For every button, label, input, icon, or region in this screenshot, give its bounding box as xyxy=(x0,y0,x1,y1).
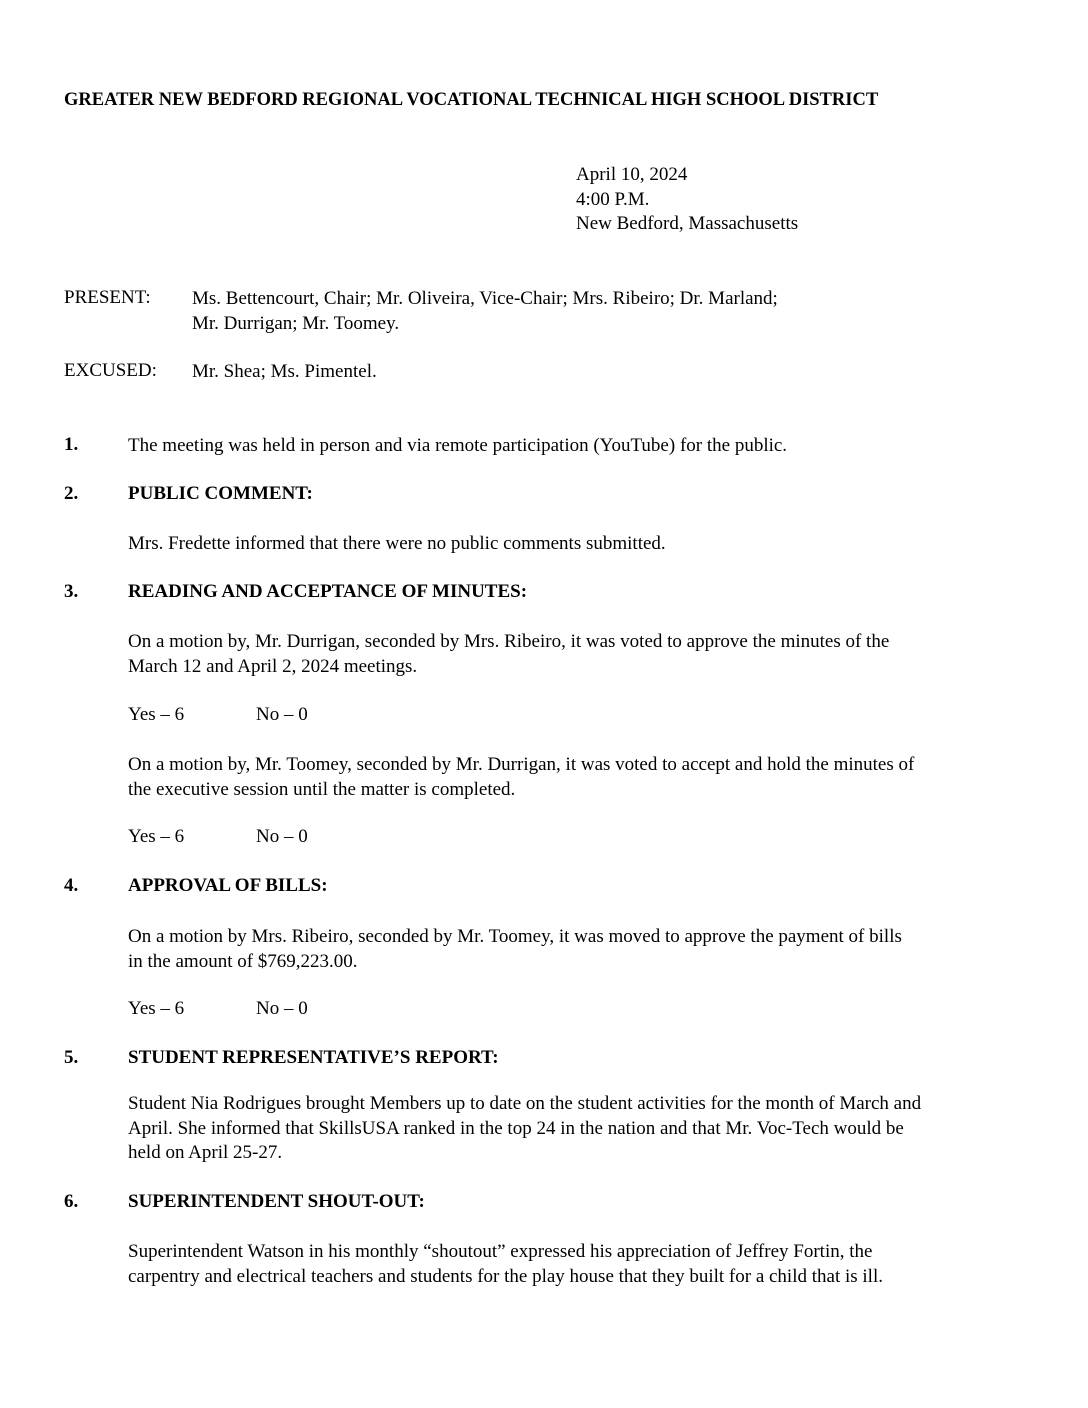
excused-list: Mr. Shea; Ms. Pimentel. xyxy=(192,361,377,382)
section-paragraph: Mrs. Fredette informed that there were no public comments submitted. xyxy=(128,533,666,554)
item-number: 4. xyxy=(64,875,79,896)
item-number: 6. xyxy=(64,1191,79,1212)
paragraph-line: March 12 and April 2, 2024 meetings. xyxy=(128,655,418,677)
vote-yes: Yes – 6 xyxy=(128,998,185,1019)
meeting-location: New Bedford, Massachusetts xyxy=(576,213,799,234)
section-heading: STUDENT REPRESENTATIVE’S REPORT: xyxy=(128,1047,499,1068)
meeting-info xyxy=(576,163,798,237)
meeting-time: 4:00 P.M. xyxy=(576,188,650,210)
excused-label: EXCUSED: xyxy=(64,360,157,381)
paragraph-line: in the amount of $769,223.00. xyxy=(128,950,358,972)
vote-no: No – 0 xyxy=(256,998,308,1019)
item-number: 2. xyxy=(64,483,79,504)
section-heading: PUBLIC COMMENT: xyxy=(128,483,313,504)
present-list xyxy=(192,287,778,336)
section-heading: READING AND ACCEPTANCE OF MINUTES: xyxy=(128,581,528,602)
present-line: Mr. Durrigan; Mr. Toomey. xyxy=(192,312,400,334)
paragraph-line: Student Nia Rodrigues brought Members up to date on the student activities for the month of March and xyxy=(128,1093,922,1114)
paragraph-line: held on April 25-27. xyxy=(128,1142,283,1163)
item-number: 1. xyxy=(64,434,79,455)
document-title: GREATER NEW BEDFORD REGIONAL VOCATIONAL TECHNICAL HIGH SCHOOL DISTRICT xyxy=(64,90,879,110)
section-heading: APPROVAL OF BILLS: xyxy=(128,875,328,896)
paragraph-line: On a motion by Mrs. Ribeiro, seconded by Mr. Toomey, it was moved to approve the payment of bills xyxy=(128,926,902,947)
paragraph-line: On a motion by, Mr. Toomey, seconded by Mr. Durrigan, it was voted to accept and hold the minutes of xyxy=(128,754,915,775)
section-paragraph xyxy=(128,1092,921,1166)
vote-yes: Yes – 6 xyxy=(128,704,185,725)
item-text: The meeting was held in person and via remote participation (YouTube) for the public. xyxy=(128,435,788,456)
paragraph-line: Superintendent Watson in his monthly “shoutout” expressed his appreciation of Jeffrey Fortin, the xyxy=(128,1241,873,1262)
vote-no: No – 0 xyxy=(256,704,308,725)
item-number: 3. xyxy=(64,581,79,602)
section-paragraph xyxy=(128,925,902,974)
item-number: 5. xyxy=(64,1047,79,1068)
section-paragraph xyxy=(128,753,914,802)
paragraph-line: carpentry and electrical teachers and students for the play house that they built for a child that is ill. xyxy=(128,1265,883,1287)
vote-yes: Yes – 6 xyxy=(128,826,185,847)
paragraph-line: April. She informed that SkillsUSA ranked in the top 24 in the nation and that Mr. Voc-Tech would be xyxy=(128,1117,904,1139)
present-line: Ms. Bettencourt, Chair; Mr. Oliveira, Vice-Chair; Mrs. Ribeiro; Dr. Marland; xyxy=(192,288,778,309)
vote-no: No – 0 xyxy=(256,826,308,847)
section-paragraph xyxy=(128,1240,883,1289)
present-label: PRESENT: xyxy=(64,287,151,308)
meeting-date: April 10, 2024 xyxy=(576,164,688,185)
section-heading: SUPERINTENDENT SHOUT-OUT: xyxy=(128,1191,425,1212)
paragraph-line: On a motion by, Mr. Durrigan, seconded by Mrs. Ribeiro, it was voted to approve the minutes of the xyxy=(128,631,890,652)
section-paragraph xyxy=(128,630,889,679)
paragraph-line: the executive session until the matter is completed. xyxy=(128,778,516,800)
